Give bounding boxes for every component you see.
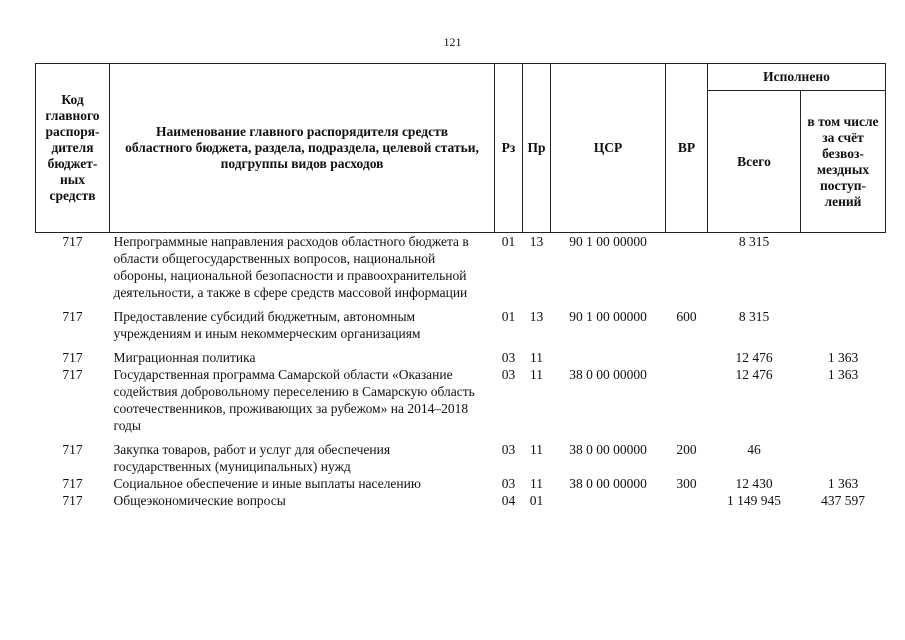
row-free: 1 363: [827, 367, 859, 382]
row-free: 1 363: [827, 350, 859, 365]
spacer-cell: [36, 434, 886, 441]
row-code: 717: [62, 442, 83, 457]
header-csr: ЦСР: [551, 64, 666, 233]
row-csr: [551, 492, 666, 509]
row-total: 8 315: [738, 309, 770, 324]
row-vr: [666, 492, 708, 509]
row-pr: 11: [530, 442, 543, 457]
row-code: 717: [62, 476, 83, 491]
row-vr: [666, 233, 708, 302]
header-vr: ВР: [666, 64, 708, 233]
row-rz: 01: [501, 309, 516, 324]
header-rz: Рз: [495, 64, 523, 233]
row-code: 717: [62, 350, 83, 365]
table-row: [36, 366, 886, 434]
row-vr: 200: [676, 442, 697, 457]
row-rz: 03: [501, 476, 516, 491]
row-code: 717: [62, 234, 83, 249]
row-rz: 04: [501, 493, 516, 508]
table-row: [36, 492, 886, 509]
row-code: 717: [62, 493, 83, 508]
row-free: 1 363: [827, 476, 859, 491]
row-vr: 600: [676, 309, 697, 324]
row-vr: [666, 366, 708, 434]
spacer-cell: [36, 301, 886, 308]
row-pr: 01: [529, 493, 544, 508]
row-total: 12 476: [735, 350, 773, 365]
row-total: 12 476: [735, 367, 773, 382]
header-total: Всего: [708, 91, 801, 233]
row-csr: 38 0 00 00000: [569, 476, 647, 491]
row-spacer: [36, 342, 886, 349]
row-rz: 03: [501, 367, 516, 382]
row-csr: [551, 349, 666, 366]
row-name: Миграционная политика: [113, 350, 256, 365]
row-pr: 11: [530, 367, 543, 382]
budget-table: [35, 63, 886, 509]
header-code: Код главного распоря-дителя бюджет-ных средств: [36, 64, 110, 233]
row-code: 717: [62, 367, 83, 382]
row-rz: 03: [501, 350, 516, 365]
row-spacer: [36, 301, 886, 308]
row-free: 437 597: [821, 493, 865, 508]
row-name: Закупка товаров, работ и услуг для обеспечения государственных (муниципальных) нужд: [113, 442, 391, 474]
row-name: Предоставление субсидий бюджетным, автономным учреждениям и иным некоммерческим организациям: [113, 309, 421, 341]
row-rz: 03: [501, 442, 516, 457]
row-spacer: [36, 434, 886, 441]
table-row: [36, 475, 886, 492]
row-csr: 90 1 00 00000: [569, 309, 647, 324]
table-row: [36, 308, 886, 342]
row-pr: 11: [530, 476, 543, 491]
row-code: 717: [62, 309, 83, 324]
header-name: Наименование главного распорядителя средств областного бюджета, раздела, подраздела, целевой статьи, подгруппы видов расходов: [110, 64, 495, 233]
header-pr: Пр: [523, 64, 551, 233]
table-row: [36, 349, 886, 366]
row-pr: 11: [530, 350, 543, 365]
row-csr: 38 0 00 00000: [569, 367, 647, 382]
table-body: [36, 233, 886, 510]
row-total: 46: [747, 442, 761, 457]
row-rz: 01: [501, 234, 516, 249]
row-pr: 13: [529, 309, 544, 324]
header-free: в том числе за счёт безвоз-мездных поступ-лений: [801, 91, 886, 233]
row-free: [801, 233, 886, 302]
row-total: 12 430: [735, 476, 773, 491]
row-total: 8 315: [738, 234, 770, 249]
row-name: Государственная программа Самарской области «Оказание содействия добровольному переселению в Самарскую область соотечественников, проживающих за рубежом» на 2014–2018 годы: [113, 367, 475, 433]
row-pr: 13: [529, 234, 544, 249]
row-name: Общеэкономические вопросы: [113, 493, 286, 508]
page-number: 121: [443, 35, 462, 49]
row-csr: 38 0 00 00000: [569, 442, 647, 457]
row-free: [801, 441, 886, 475]
table-row: [36, 233, 886, 302]
table-row: [36, 441, 886, 475]
row-vr: 300: [676, 476, 697, 491]
row-free: [801, 308, 886, 342]
row-name: Социальное обеспечение и иные выплаты населению: [113, 476, 421, 491]
spacer-cell: [36, 342, 886, 349]
row-csr: 90 1 00 00000: [569, 234, 647, 249]
row-name: Непрограммные направления расходов областного бюджета в области общегосударственных вопросов, национальной обороны, национальной безопасности и правоохранительной деятельности, а также в сфере средств массовой информации: [113, 234, 469, 300]
header-executed: Исполнено: [708, 64, 886, 91]
table-header: [36, 64, 886, 233]
row-total: 1 149 945: [727, 493, 781, 508]
row-vr: [666, 349, 708, 366]
